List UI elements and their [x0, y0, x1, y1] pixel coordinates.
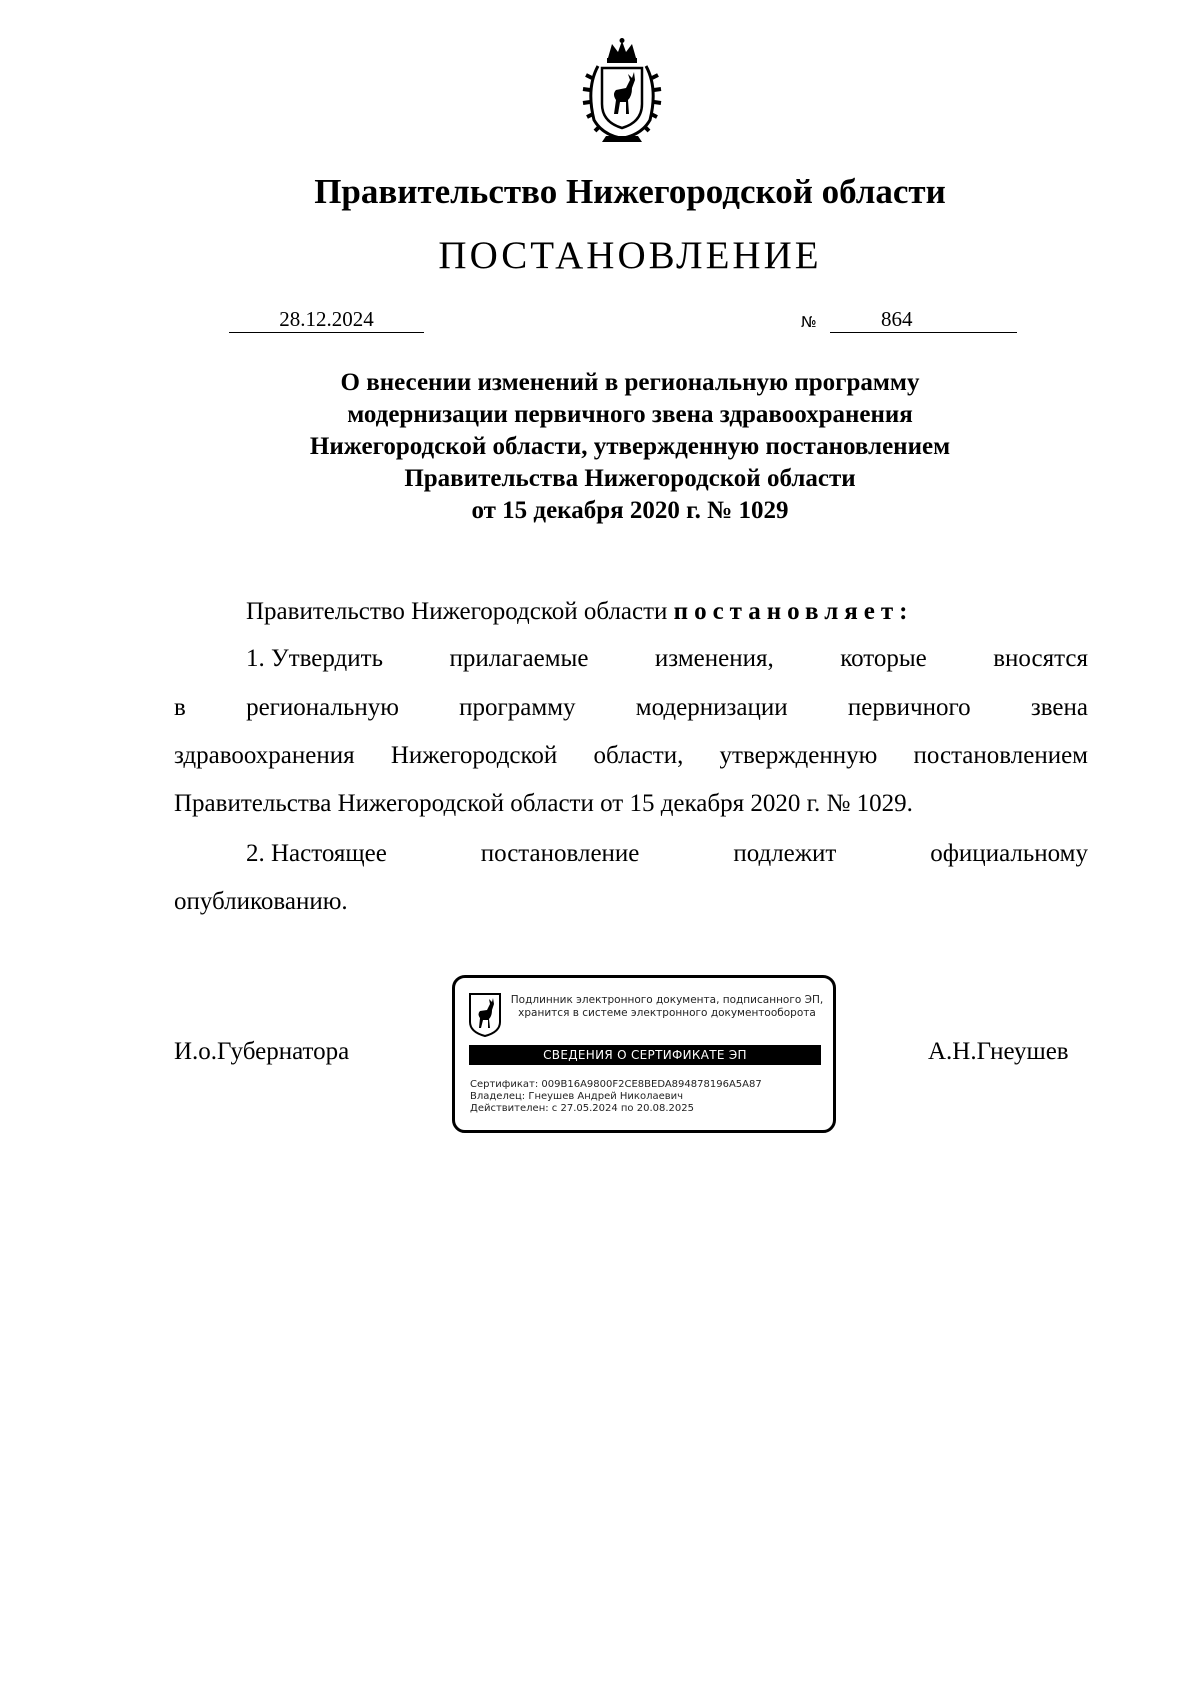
coat-of-arms-emblem	[572, 38, 672, 148]
word: которые	[840, 645, 927, 672]
word: звена	[1030, 694, 1088, 721]
document-subject	[200, 367, 1060, 527]
word: официальному	[930, 840, 1088, 867]
subject-line: от 15 декабря 2020 г. № 1029	[471, 497, 789, 524]
word: прилагаемые	[449, 645, 589, 672]
document-date: 28.12.2024	[229, 306, 424, 333]
item1-line4: Правительства Нижегородской области от 15 декабря 2020 г. № 1029.	[174, 790, 913, 817]
government-title: Правительство Нижегородской области	[314, 172, 946, 211]
certificate-number: Сертификат: 009B16A9800F2CE8BEDA894878196A5A87	[470, 1079, 762, 1090]
certificate-validity: Действителен: с 27.05.2024 по 20.08.2025	[470, 1103, 694, 1114]
word: постановлением	[913, 742, 1088, 769]
item1-line1	[174, 645, 1088, 673]
word: утвержденную	[719, 742, 878, 769]
word: региональную	[246, 694, 399, 721]
word: области,	[593, 742, 684, 769]
preamble-text: Правительство Нижегородской области	[246, 598, 668, 625]
resolves-text: постановляет:	[673, 598, 914, 625]
document-number-field	[830, 306, 1017, 333]
word: изменения,	[654, 645, 774, 672]
stamp-note	[507, 994, 827, 1020]
word: вносятся	[993, 645, 1088, 672]
subject-line: О внесении изменений в региональную программу	[340, 369, 920, 396]
subject-line: Нижегородской области, утвержденную постановлением	[309, 433, 951, 460]
word: здравоохранения	[174, 742, 355, 769]
signatory-position: И.о.Губернатора	[174, 1038, 350, 1065]
word: Нижегородской	[390, 742, 558, 769]
word: 2. Настоящее	[246, 840, 387, 867]
preamble-line	[174, 598, 1088, 626]
item1-line3	[174, 742, 1088, 770]
electronic-signature-stamp	[452, 975, 836, 1133]
item2-line1	[174, 840, 1088, 868]
item2-line2: опубликованию.	[174, 888, 348, 915]
word: в	[174, 694, 186, 721]
certificate-details	[470, 1079, 762, 1115]
word: программу	[459, 694, 576, 721]
word: 1. Утвердить	[246, 645, 383, 672]
certificate-header-bar: СВЕДЕНИЯ О СЕРТИФИКАТЕ ЭП	[469, 1045, 821, 1065]
stamp-note-line: хранится в системе электронного документооборота	[518, 1007, 816, 1019]
document-type: ПОСТАНОВЛЕНИЕ	[438, 234, 822, 277]
word: первичного	[847, 694, 971, 721]
word: подлежит	[733, 840, 837, 867]
signatory-name: А.Н.Гнеушев	[928, 1038, 1069, 1065]
document-number: 864	[881, 307, 913, 331]
number-sign: №	[801, 313, 817, 331]
word: модернизации	[635, 694, 788, 721]
word: постановление	[480, 840, 640, 867]
item1-line2	[174, 694, 1088, 722]
subject-line: модернизации первичного звена здравоохранения	[347, 401, 913, 428]
stamp-note-line: Подлинник электронного документа, подписанного ЭП,	[510, 994, 824, 1006]
certificate-owner: Владелец: Гнеушев Андрей Николаевич	[470, 1091, 684, 1102]
deer-emblem-icon	[468, 992, 502, 1037]
subject-line: Правительства Нижегородской области	[404, 465, 856, 492]
